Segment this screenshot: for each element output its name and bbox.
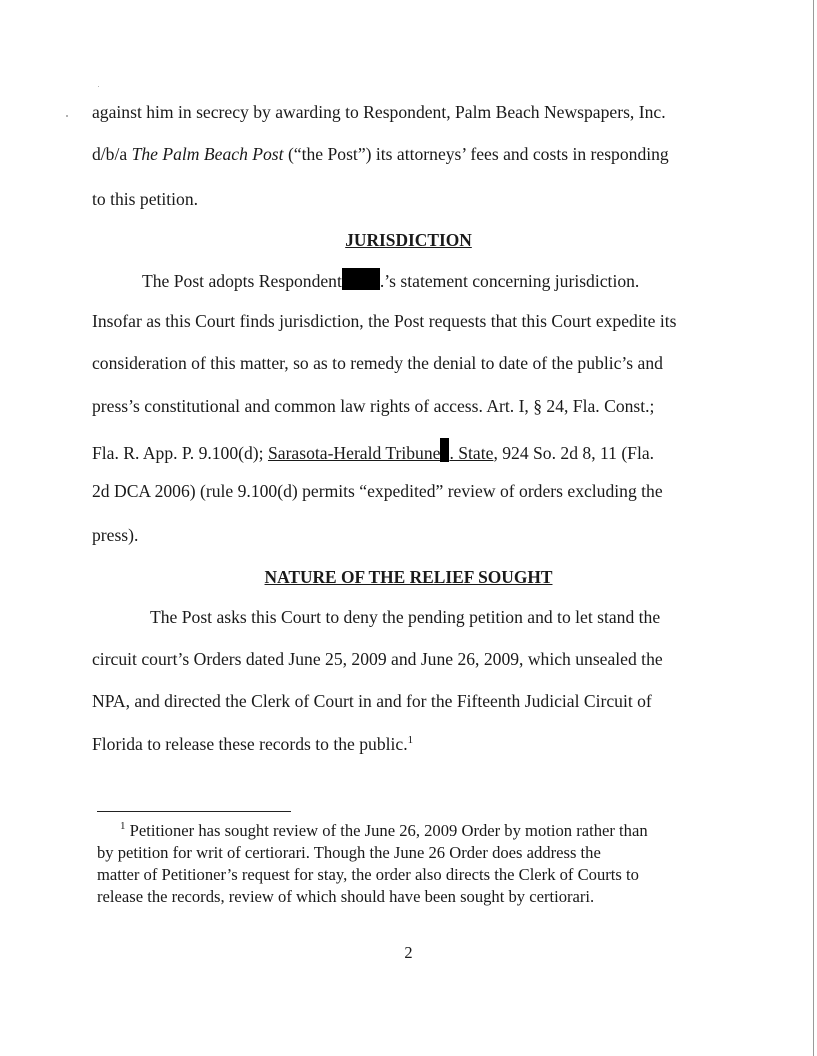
body-line: to this petition.: [92, 189, 199, 209]
body-line: Florida to release these records to the public.$^1$: [92, 734, 414, 754]
body-line: Insofar as this Court finds jurisdiction, the Post requests that this Court expedite its: [92, 311, 677, 331]
footnote-reference: 1: [407, 734, 414, 746]
footnote-mark: 1: [120, 820, 126, 832]
footnote-line: matter of Petitioner’s request for stay, the order also directs the Clerk of Courts to: [97, 865, 639, 884]
body-line: The Post adopts Respondent .’s statement concerning jurisdiction.: [142, 268, 639, 292]
footnote-divider: [97, 811, 291, 812]
scan-speck: [66, 115, 68, 117]
body-line: The Post asks this Court to deny the pending petition and to let stand the: [150, 607, 661, 627]
body-line: Fla. R. App. P. 9.100(d); Sarasota-Herald Tribune . State, 924 So. 2d 8, 11 (Fla.: [92, 438, 654, 464]
section-heading-relief: NATURE OF THE RELIEF SOUGHT: [264, 567, 553, 587]
body-line: circuit court’s Orders dated June 25, 2009 and June 26, 2009, which unsealed the: [92, 649, 663, 669]
body-line: d/b/a The Palm Beach Post (“the Post”) its attorneys’ fees and costs in responding: [92, 144, 669, 164]
case-citation: Sarasota-Herald Tribune: [267, 443, 441, 463]
redaction-box: [342, 268, 380, 290]
scan-speck: [98, 86, 99, 87]
footnote-line: $^1$ Petitioner has sought review of the June 26, 2009 Order by motion rather than: [120, 820, 648, 840]
body-line: press).: [92, 525, 139, 545]
body-line: NPA, and directed the Clerk of Court in and for the Fifteenth Judicial Circuit of: [92, 691, 652, 711]
case-citation: . State: [449, 443, 494, 463]
body-line: 2d DCA 2006) (rule 9.100(d) permits “expedited” review of orders excluding the: [92, 481, 663, 501]
section-heading-jurisdiction: JURISDICTION: [345, 230, 472, 250]
footnote-line: release the records, review of which should have been sought by certiorari.: [97, 887, 595, 906]
body-line: consideration of this matter, so as to remedy the denial to date of the public’s and: [92, 353, 663, 373]
body-line: against him in secrecy by awarding to Respondent, Palm Beach Newspapers, Inc.: [92, 102, 666, 122]
publication-title: The Palm Beach Post: [131, 144, 284, 164]
page-number: 2: [404, 943, 413, 962]
body-line: press’s constitutional and common law rights of access. Art. I, § 24, Fla. Const.;: [92, 396, 655, 416]
page-edge: [813, 0, 814, 1056]
footnote-line: by petition for writ of certiorari. Though the June 26 Order does address the: [97, 843, 601, 862]
